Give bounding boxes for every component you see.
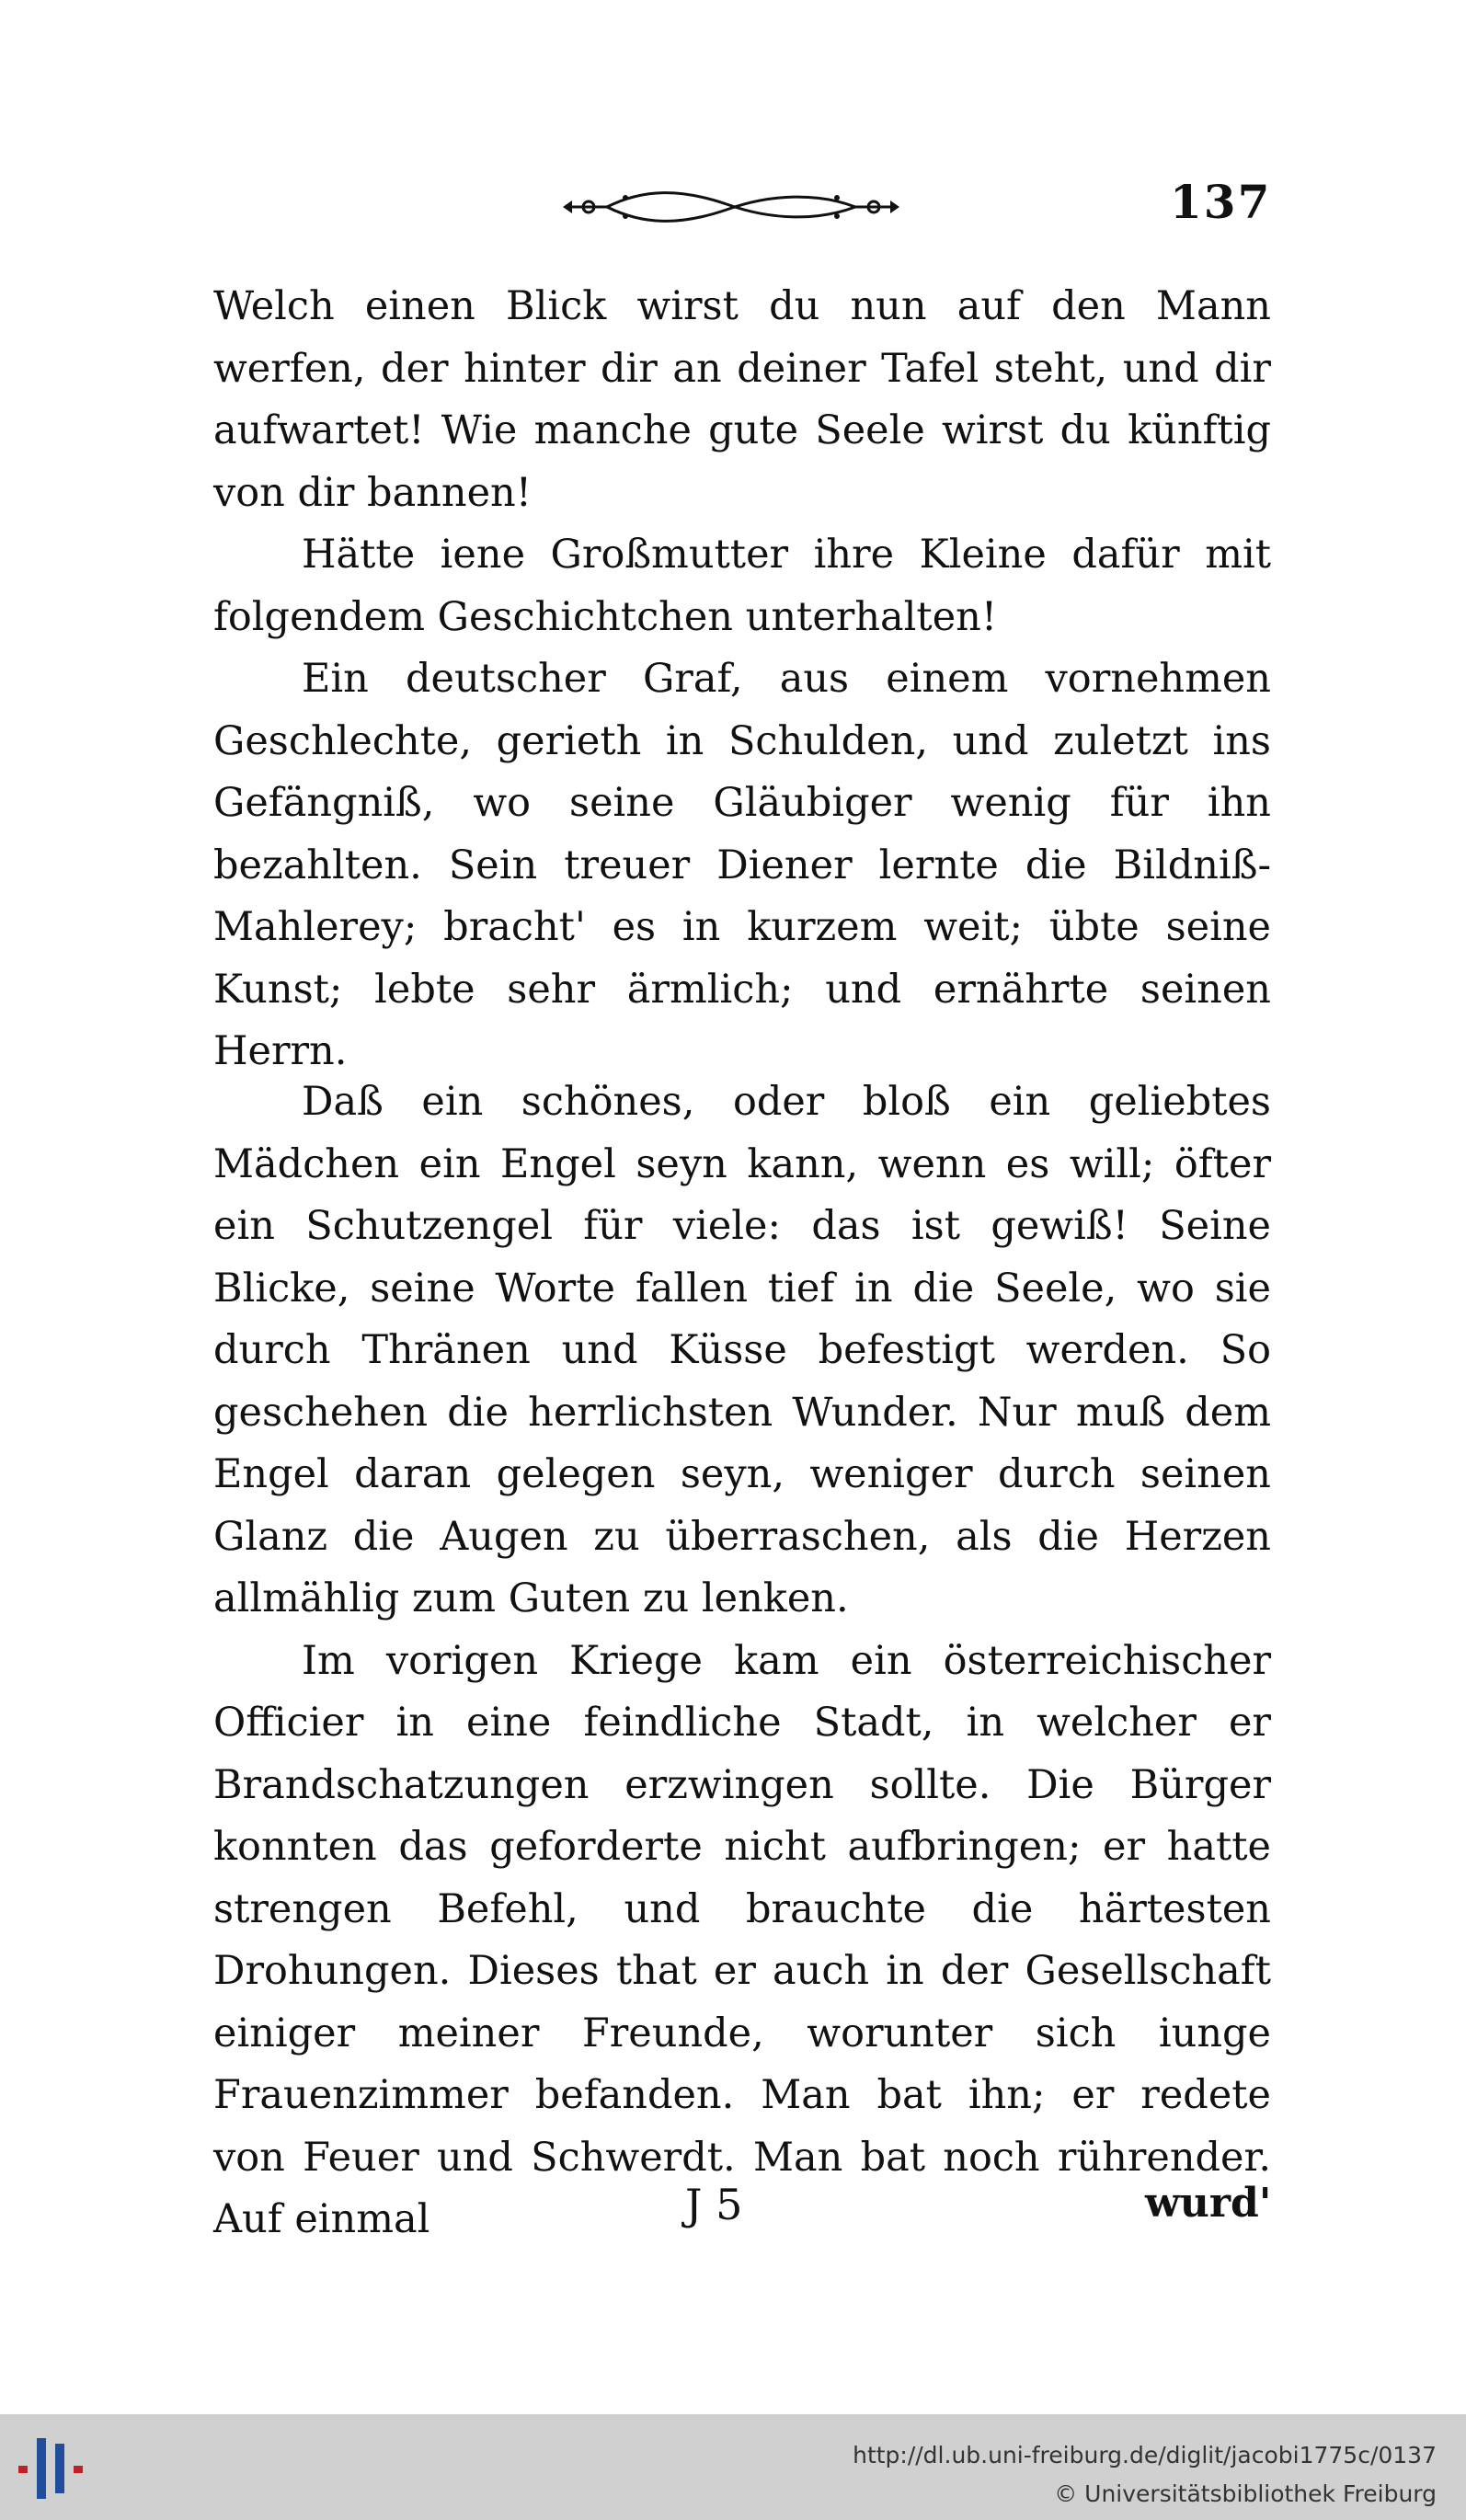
paragraph: Im vorigen Kriege kam ein österreichischer Officier in eine feindliche Stadt, in welcher er Brandschatzungen erzwingen sollte. Die Bürger konnten das geforderte nicht aufbringen; er hatte strengen Befehl, und brauchte die härtesten Drohungen. Dieses that er auch in der Gesellschaft einiger meiner Freunde, worunter sich iunge Frauenzimmer befanden. Man bat ihn; er redete von Feuer und Schwerdt. Man bat noch rührender. Auf einmal [213, 1637, 1271, 2242]
signature-mark: J 5 [685, 2180, 743, 2229]
copyright-text: © Universitätsbibliothek Freiburg [1054, 2480, 1437, 2507]
footer-bar [0, 2414, 1466, 2520]
university-library-logo-icon[interactable] [18, 2434, 92, 2503]
catchword: wurd' [1145, 2180, 1272, 2227]
paragraph: Hätte iene Großmutter ihre Kleine dafür mit folgendem Geschichtchen unterhalten! [213, 532, 1271, 640]
paragraph: Ein deutscher Graf, aus einem vornehmen Geschlechte, gerieth in Schulden, und zuletzt ins Gefängniß, wo seine Gläubiger wenig für ihn bezahlten. Sein treuer Diener lernte die Bildniß-Mahlerey; bracht' es in kurzem weit; übte seine Kunst; lebte sehr ärmlich; und ernährte seinen Herrn. [213, 656, 1271, 1074]
permalink-url[interactable]: http://dl.ub.uni-freiburg.de/diglit/jacobi1775c/0137 [853, 2442, 1437, 2468]
text-block-bottom [213, 1071, 1271, 2251]
page-number: 137 [1170, 175, 1272, 229]
ornament-icon [552, 184, 911, 230]
paragraph: Welch einen Blick wirst du nun auf den Mann werfen, der hinter dir an deiner Tafel steht, und dir aufwartet! Wie manche gute Seele wirst du künftig von dir bannen! [213, 283, 1271, 516]
text-block-top [213, 276, 1271, 1083]
paragraph: Daß ein schönes, oder bloß ein geliebtes Mädchen ein Engel seyn kann, wenn es will; öfter ein Schutzengel für viele: das ist gewiß! Seine Blicke, seine Worte fallen tief in die Seele, wo sie durch Thränen und Küsse befestigt werden. So geschehen die herrlichsten Wunder. Nur muß dem Engel daran gelegen seyn, weniger durch seinen Glanz die Augen zu überraschen, als die Herzen allmählig zum Guten zu lenken. [213, 1079, 1271, 1621]
